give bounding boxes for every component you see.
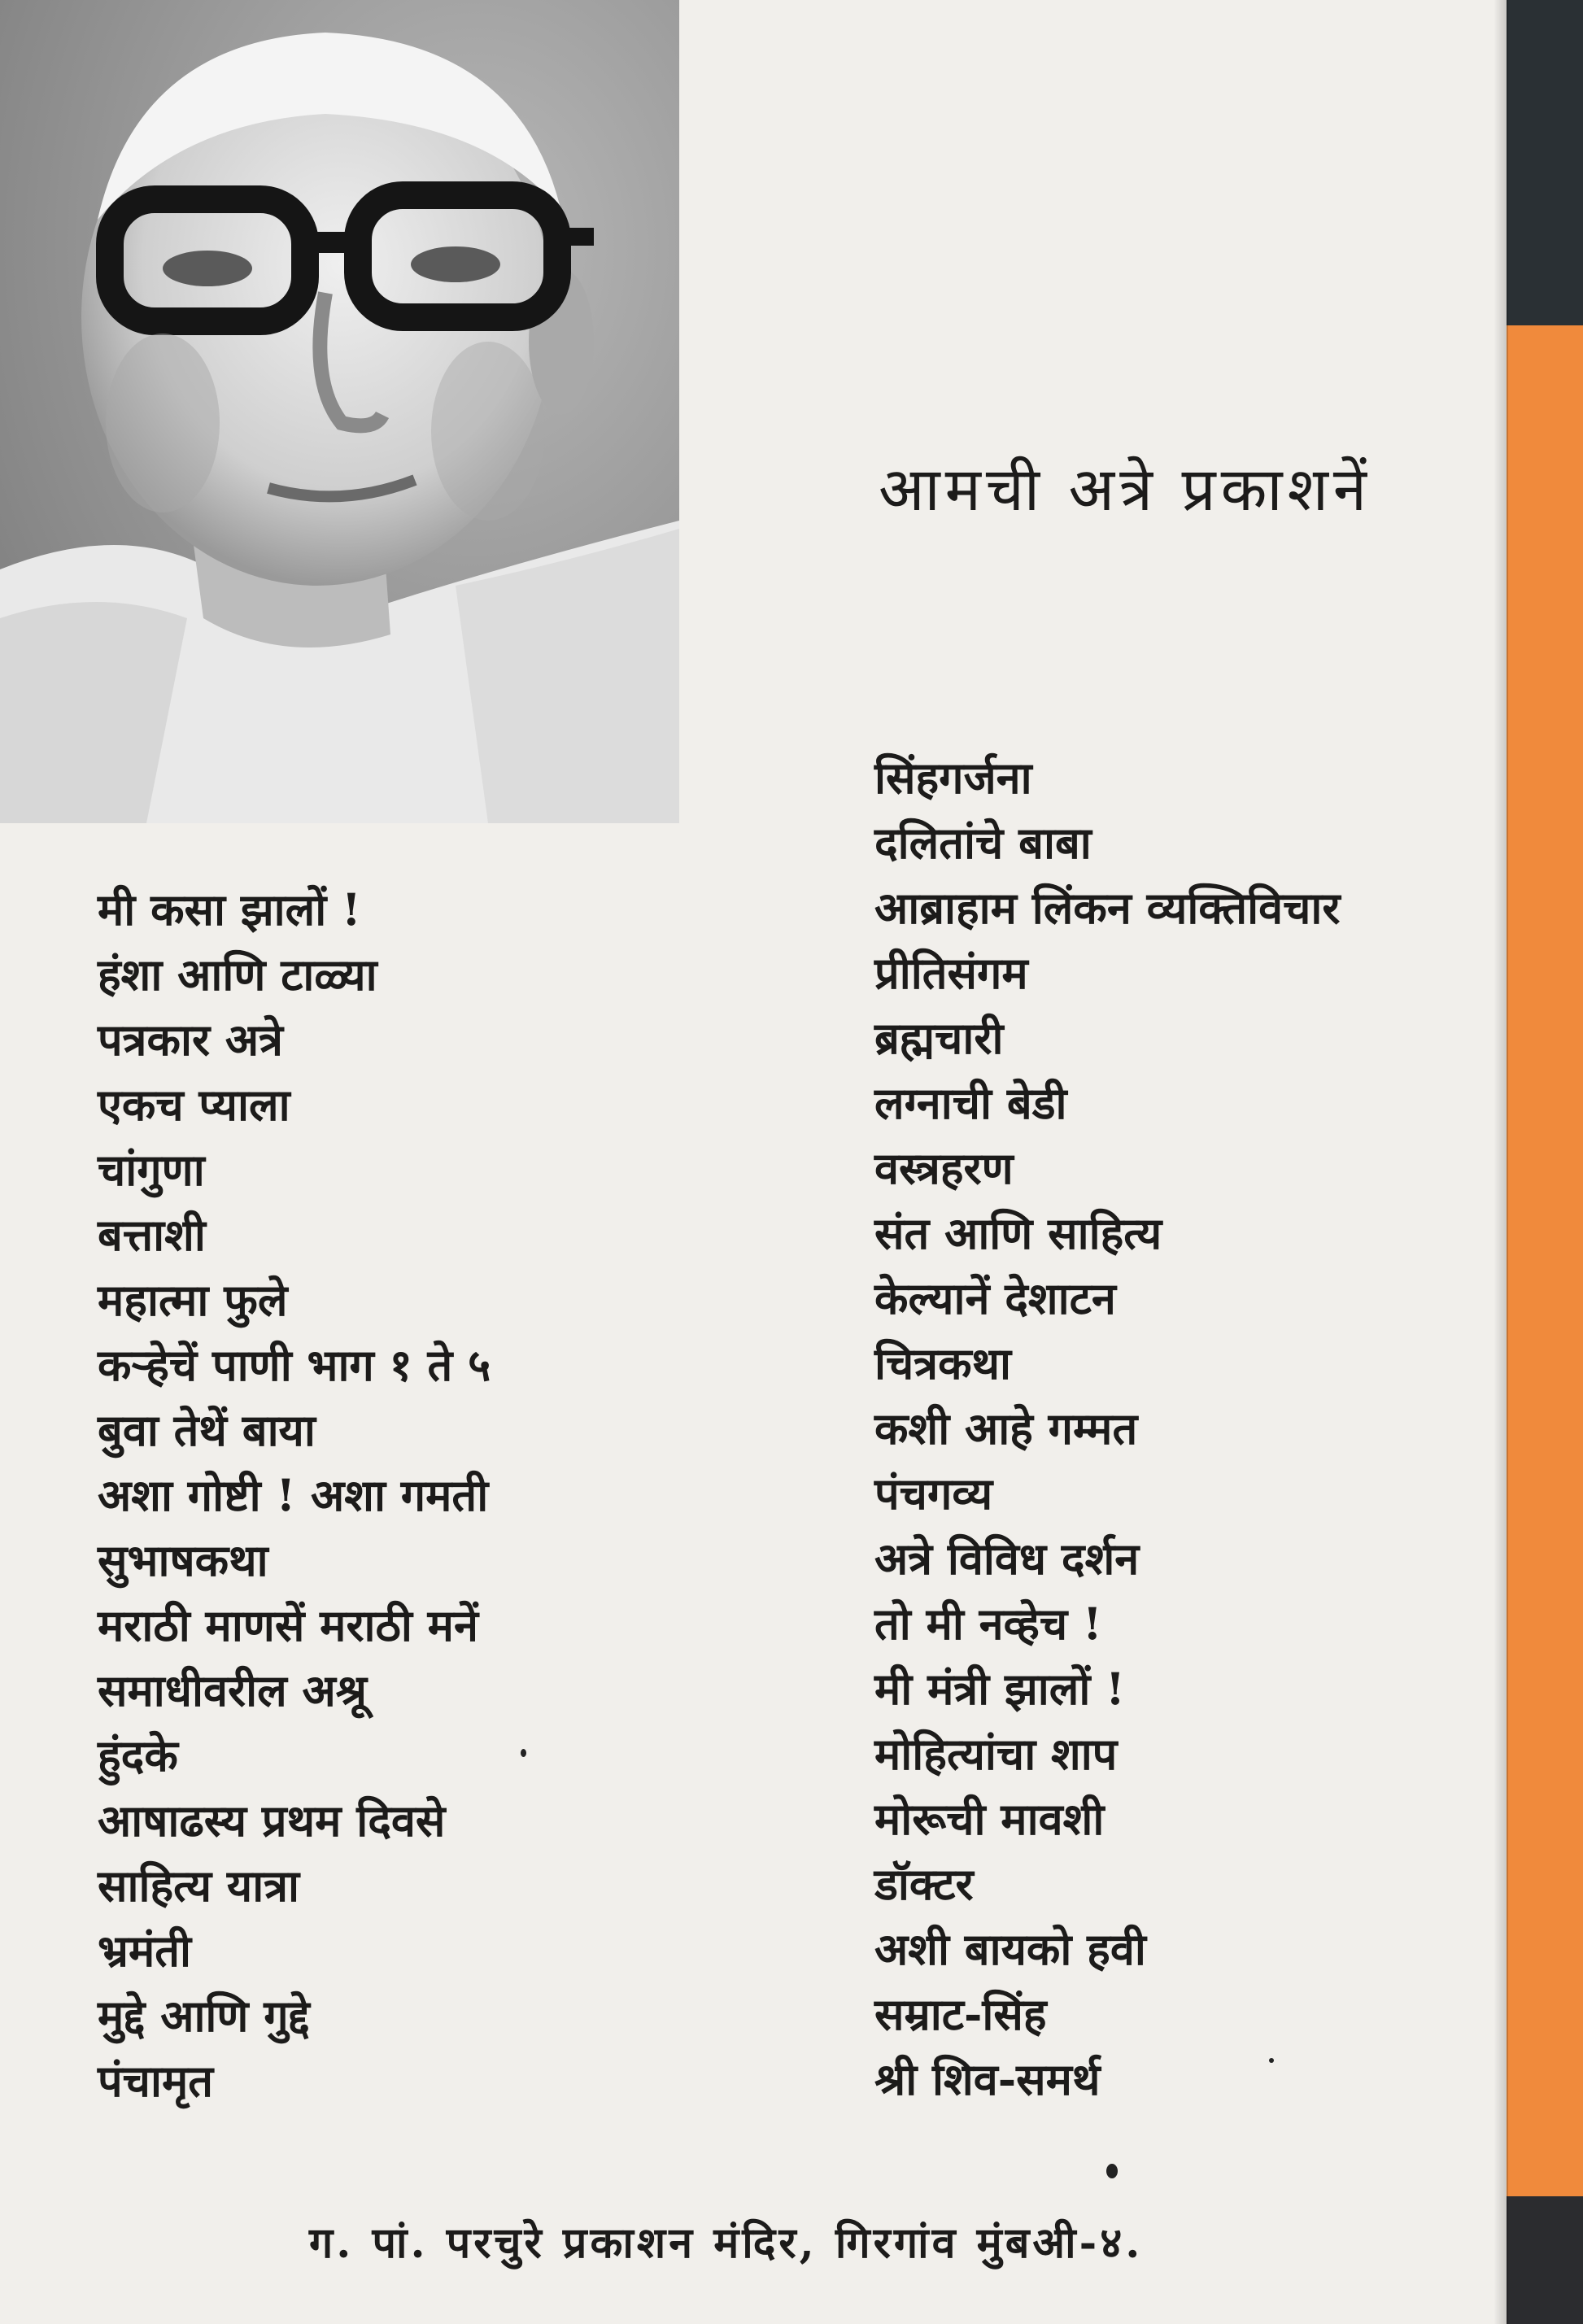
ink-speck xyxy=(1106,2164,1118,2178)
list-item: मराठी माणसें मराठी मनें xyxy=(98,1599,478,1651)
list-item: सिंहगर्जना xyxy=(874,752,1032,804)
list-item: ब्रह्मचारी xyxy=(874,1012,1004,1064)
page-edge-shadow xyxy=(1494,0,1508,2324)
list-item: चांगुणा xyxy=(98,1144,205,1196)
list-item: अशा गोष्टी ! अशा गमती xyxy=(98,1469,489,1521)
list-item: मोरूची मावशी xyxy=(874,1793,1105,1845)
list-item: बत्ताशी xyxy=(98,1209,206,1261)
list-item: तो मी नव्हेच ! xyxy=(874,1598,1102,1650)
cover-edge-dark xyxy=(1507,0,1583,325)
list-item: दलितांचे बाबा xyxy=(874,817,1092,869)
list-item: सुभाषकथा xyxy=(98,1534,268,1586)
list-item: अशी बायको हवी xyxy=(874,1923,1146,1975)
ink-speck xyxy=(1269,2058,1274,2063)
list-item: वस्त्रहरण xyxy=(874,1142,1014,1194)
list-item: समाधीवरील अश्रू xyxy=(98,1664,367,1716)
list-item: पंचगव्य xyxy=(874,1467,993,1520)
list-item: चित्रकथा xyxy=(874,1337,1012,1389)
ink-speck xyxy=(521,1749,526,1757)
list-item: बुवा तेथें बाया xyxy=(98,1404,316,1456)
list-item: कशी आहे गम्मत xyxy=(874,1402,1138,1454)
cover-edge-orange xyxy=(1507,325,1583,2196)
list-item: श्री शिव-समर्थ xyxy=(874,2053,1101,2105)
page-heading: आमची अत्रे प्रकाशनें xyxy=(879,455,1371,525)
list-item: प्रीतिसंगम xyxy=(874,947,1028,999)
list-item: पत्रकार अत्रे xyxy=(98,1014,283,1066)
list-item: सम्राट-सिंह xyxy=(874,1988,1047,2040)
right-title-list xyxy=(874,745,1493,2112)
list-item: हुंदके xyxy=(98,1729,178,1781)
list-item: एकच प्याला xyxy=(98,1079,290,1131)
list-item: केल्यानें देशाटन xyxy=(874,1272,1116,1324)
list-item: मी मंत्री झालों ! xyxy=(874,1663,1125,1715)
list-item: संत आणि साहित्य xyxy=(874,1207,1162,1259)
list-item: अत्रे विविध दर्शन xyxy=(874,1533,1140,1585)
publisher-footer: ग. पां. परचुरे प्रकाशन मंदिर, गिरगांव मुंबअी-४. xyxy=(309,2218,1144,2268)
list-item: साहित्य यात्रा xyxy=(98,1860,300,1912)
list-item: मी कसा झालों ! xyxy=(98,883,361,935)
author-portrait-photo xyxy=(0,0,679,823)
list-item: मुद्दे आणि गुद्दे xyxy=(98,1990,310,2042)
left-title-list xyxy=(98,877,716,2113)
list-item: लग्नाची बेडी xyxy=(874,1077,1067,1129)
list-item: आब्राहाम लिंकन व्यक्तिविचार xyxy=(874,882,1341,934)
list-item: पंचामृत xyxy=(98,2055,214,2107)
list-item: मोहित्यांचा शाप xyxy=(874,1728,1118,1780)
list-item: आषाढस्य प्रथम दिवसे xyxy=(98,1794,446,1847)
list-item: भ्रमंती xyxy=(98,1925,192,1977)
list-item: महात्मा फुले xyxy=(98,1274,288,1326)
cover-edge-dark-bottom xyxy=(1507,2196,1583,2324)
list-item: हंशा आणि टाळ्या xyxy=(98,948,377,1001)
list-item: डॉक्टर xyxy=(874,1858,974,1910)
list-item: कऱ्हेचें पाणी भाग १ ते ५ xyxy=(98,1339,491,1391)
